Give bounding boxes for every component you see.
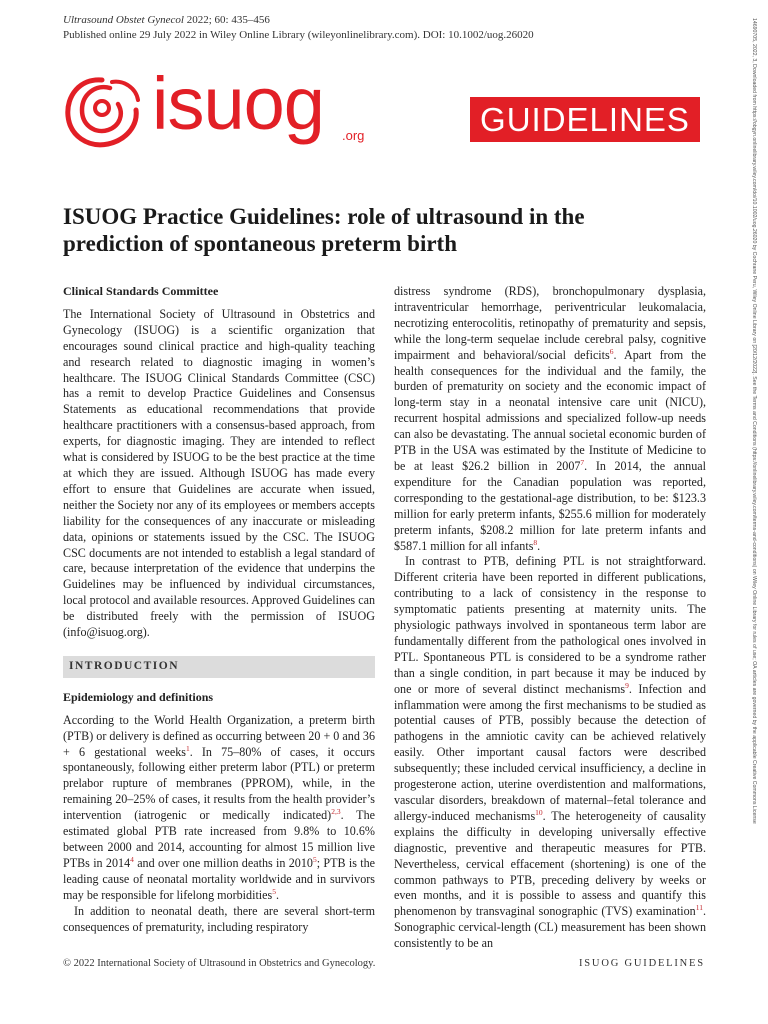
journal-name: Ultrasound Obstet Gynecol	[63, 14, 184, 26]
reference-link[interactable]: 10	[535, 807, 543, 817]
reference-link[interactable]: 11	[695, 903, 703, 913]
isuog-logo	[62, 62, 372, 152]
reference-link[interactable]: 5	[312, 854, 317, 864]
intro-paragraph: The International Society of Ultrasound in Obstetrics and Gynecology (ISUOG) is a scientific organization that encourages sound clinical practice and high-quality teaching and research related to diagnostic imaging in women’s healthcare. The ISUOG Clinical Standards Committee (CSC) has a remit to develop Practice Guidelines and Consensus Statements as educational recommendations that provide healthcare practitioners with a consensus-based approach, from experts, for diagnostic imaging. They are intended to reflect what is considered by ISUOG to be the best practice at the time at which they are issued. Although ISUOG has made every effort to ensure that Guidelines are accurate when issued, neither the Society nor any of its employees or members accepts liability for the consequences of any inaccurate or misleading data, opinions or statements issued by the CSC. The ISUOG CSC documents are not intended to establish a legal standard of care, because interpretation of the evidence that underpins the Guidelines may be influenced by individual circumstances, local protocol and available resources. Approved Guidelines can be distributed freely with the permission of ISUOG (info@isuog.org).	[63, 306, 375, 640]
reference-link[interactable]: 9	[625, 680, 629, 690]
reference-link[interactable]: 7	[580, 457, 585, 467]
left-column	[63, 284, 375, 935]
copyright-footer: © 2022 International Society of Ultrasound in Obstetrics and Gynecology.	[63, 958, 376, 969]
download-side-note: 14690705, 2022, 3, Downloaded from https://obgyn.onlinelibrary.wiley.com/doi/10.1002/uog.26020 by Cochrane Peru, Wiley Online Library on [20/12/2022]. See the Terms and Conditions (https://onlinelibrary.wiley.com/terms-and-conditions) on Wiley Online Library for rules of use; OA articles are governed by the applicable Creative Commons License	[751, 18, 757, 824]
body-paragraph: In addition to neonatal death, there are several short-term consequences of prematurity, including respiratory	[63, 903, 375, 934]
body-paragraph: distress syndrome (RDS), bronchopulmonary dysplasia, intraventricular hemorrhage, periventricular leukomalacia, necrotizing enterocolitis, retinopathy of prematurity and sepsis, while the long-term sequelae include cerebral palsy, cognitive impairment and behavioral/social deficits$^6$. Apart from the health consequences for the individual and the family, the burden of prematurity on society and the economic impact of long-term stay in a neonatal intensive care unit (NICU), recurrent hospital admissions and specialized follow-up needs can also be devastating. The annual societal economic burden of PTB in the USA was estimated by the Institute of Medicine to be at least $26.2 billion in 2007$^7$. In 2014, the annual expenditure for the Canadian population was reported, corresponding to the gestational-age distribution, to be: $123.3 million for early preterm infants, $255.6 million for moderately preterm infants, $208.2 million for late preterm infants and $587.1 million for all infants$^8$.	[394, 284, 706, 553]
guidelines-badge: GUIDELINES	[470, 97, 700, 142]
reference-link[interactable]: 1	[185, 743, 190, 753]
committee-heading: Clinical Standards Committee	[63, 284, 219, 298]
fetus-logo-icon	[62, 72, 148, 152]
journal-header	[63, 13, 534, 43]
article-title: ISUOG Practice Guidelines: role of ultrasound in the prediction of spontaneous preterm birth	[63, 204, 585, 256]
logo-org-suffix: .org	[342, 128, 365, 143]
body-paragraph: In contrast to PTB, defining PTL is not straightforward. Different criteria have been reported in different publications, contributing to a lack of consistency in the response to symptomatic patients presenting at maternity units. The physiologic pathways involved in spontaneous term labor are fundamentally different from the pathological ones involved in PTL. Spontaneous PTL is considered to be a syndrome rather than a single condition, in part because it may be induced by one or more of several distinct mechanisms$^9$. Infection and inflammation were among the first mechanisms to be studied as potential causes of PTB, possibly because the detection of pathogens in the amniotic cavity can be achieved relatively easily. Other important causal factors were described subsequently; these included cervical insufficiency, a decline in progesterone action, uterine overdistention and malformations, vascular disorders, breakdown of maternal–fetal tolerance and allergy-induced mechanisms$^{10}$. The heterogeneity of causality explains the difficulty in developing universally effective diagnostic, preventive and therapeutic measures for PTB. Nevertheless, cervical effacement (shortening) is one of the common pathways to PTB, preceding delivery by weeks or even months, and it is possible to assess and quantify this phenomenon by transvaginal sonographic (TVS) examination$^{11}$. Sonographic cervical-length (CL) measurement has been shown consistently to be an	[394, 554, 706, 951]
logo-wordmark: isuog	[152, 62, 324, 145]
publication-info: Published online 29 July 2022 in Wiley Online Library (wileyonlinelibrary.com). DOI: 10.1002/uog.26020	[63, 29, 534, 41]
subsection-heading: Epidemiology and definitions	[63, 689, 214, 704]
reference-link[interactable]: 2,3	[331, 807, 341, 817]
reference-link[interactable]: 8	[533, 537, 538, 547]
reference-link[interactable]: 4	[130, 854, 134, 864]
right-column	[394, 284, 706, 952]
journal-citation: 2022; 60: 435–456	[183, 14, 270, 26]
reference-link[interactable]: 5	[272, 886, 276, 896]
reference-link[interactable]: 6	[609, 346, 614, 356]
body-paragraph: According to the World Health Organization, a preterm birth (PTB) or delivery is defined as occurring between 20 + 0 and 36 + 6 gestational weeks$^1$. In 75–80% of cases, it occurs spontaneously, following either preterm labor (PTL) or preterm prelabor rupture of membranes (PPROM), while, in the remaining 20–25% of cases, it results from the health provider’s intervention (iatrogenic or medically indicated)$^{2,3}$. The estimated global PTB rate increased from 9.8% to 10.6% between 2000 and 2014, accounting for almost 15 million live PTBs in 2014$^4$ and over one million deaths in 2010$^5$; PTB is the leading cause of neonatal mortality worldwide and in survivors may be responsible for lifelong morbidities$^5$.	[63, 712, 376, 902]
running-footer: ISUOG GUIDELINES	[579, 958, 705, 969]
section-heading-introduction: INTRODUCTION	[63, 656, 375, 678]
